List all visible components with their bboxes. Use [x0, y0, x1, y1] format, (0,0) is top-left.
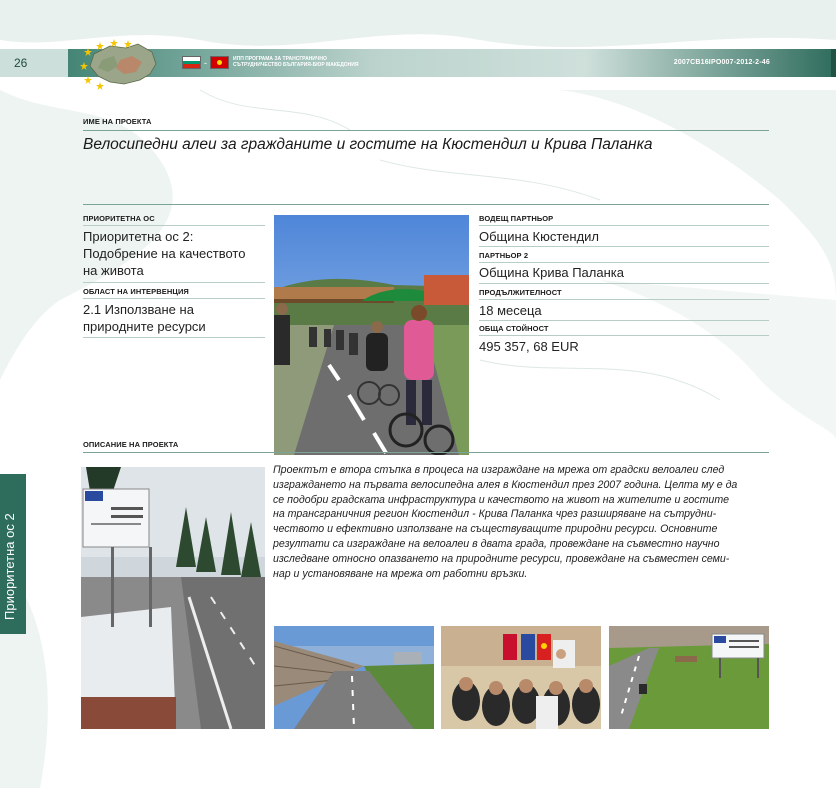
side-tab-label: Приоритетна ос 2 [2, 513, 17, 620]
divider [83, 452, 769, 453]
photo-bike-path-sign [81, 467, 265, 729]
total-cost-value: 495 357, 68 EUR [479, 339, 579, 354]
divider [479, 335, 769, 336]
project-title: Велосипедни алеи за гражданите и гостите на Кюстендил и Крива Паланка [83, 136, 653, 153]
eu-stars-map-logo [80, 38, 162, 90]
project-code: 2007CB16IPO007-2012-2-46 [673, 59, 770, 66]
description-line: резултати са изграждане на велоалеи в двата града, провеждане на съвместно научно [273, 537, 720, 550]
project-name-label: ИМЕ НА ПРОЕКТА [83, 117, 152, 126]
program-title: ИПП ПРОГРАМА ЗА ТРАНСГРАНИЧНО СЪТРУДНИЧЕСТВО БЪЛГАРИЯ-БЮР МАКЕДОНИЯ [233, 56, 359, 68]
partner-flags: - [182, 56, 229, 69]
divider [479, 225, 769, 226]
divider [479, 246, 769, 247]
macedonia-flag-icon [210, 56, 229, 69]
priority-axis-line-1: Приоритетна ос 2: [83, 229, 194, 244]
divider [83, 282, 265, 283]
lead-partner-value: Община Кюстендил [479, 229, 600, 244]
page-number-box [0, 49, 68, 77]
duration-label: ПРОДЪЛЖИТЕЛНОСТ [479, 288, 562, 297]
priority-axis-label: ПРИОРИТЕТНА ОС [83, 214, 155, 223]
divider [83, 298, 265, 299]
description-line: нар и установяване на мрежа от работни връзки. [273, 567, 528, 580]
description-line: изследване относно опазването на природните ресурси, провеждане на съвместен семи- [273, 552, 730, 565]
total-cost-label: ОБЩА СТОЙНОСТ [479, 324, 549, 333]
partner2-value: Община Крива Паланка [479, 265, 624, 280]
intervention-area-line-2: природните ресурси [83, 319, 206, 334]
photo-path-sign [609, 626, 769, 729]
intervention-area-label: ОБЛАСТ НА ИНТЕРВЕНЦИЯ [83, 287, 189, 296]
divider [479, 283, 769, 284]
divider [83, 225, 265, 226]
divider [479, 262, 769, 263]
bulgaria-flag-icon [182, 56, 201, 69]
priority-axis-line-2: Подобрение на качеството [83, 246, 246, 261]
divider [479, 299, 769, 300]
divider [83, 130, 769, 131]
divider [83, 337, 265, 338]
photo-cyclists [274, 215, 469, 455]
page-number: 26 [14, 56, 28, 70]
intervention-area-line-1: 2.1 Използване на [83, 302, 194, 317]
photo-path-wall [274, 626, 434, 729]
priority-axis-line-3: на живота [83, 263, 144, 278]
description-line: чеството и ефективно използване на съществуващите природни ресурси. Основните [273, 523, 718, 536]
description-label: ОПИСАНИЕ НА ПРОЕКТА [83, 440, 179, 449]
duration-value: 18 месеца [479, 303, 542, 318]
description-line: на трансграничния регион Кюстендил - Крива Паланка чрез разширяване на сътрудни- [273, 508, 717, 521]
description-line: се подобри градската инфраструктура и качеството на живот на жителите и гостите [273, 493, 730, 506]
divider [83, 204, 769, 205]
photo-seminar [441, 626, 601, 729]
description-line: изграждането на първата велосипедна алея в Кюстендил през 2007 година. Целта му е да [273, 478, 738, 491]
header-end-box [831, 49, 836, 77]
lead-partner-label: ВОДЕЩ ПАРТНЬОР [479, 214, 554, 223]
description-line: Проектът е втора стъпка в процеса на изграждане на мрежа от градски велоалеи след [273, 464, 725, 476]
project-description [273, 463, 770, 581]
divider [479, 320, 769, 321]
partner2-label: ПАРТНЬОР 2 [479, 251, 529, 260]
